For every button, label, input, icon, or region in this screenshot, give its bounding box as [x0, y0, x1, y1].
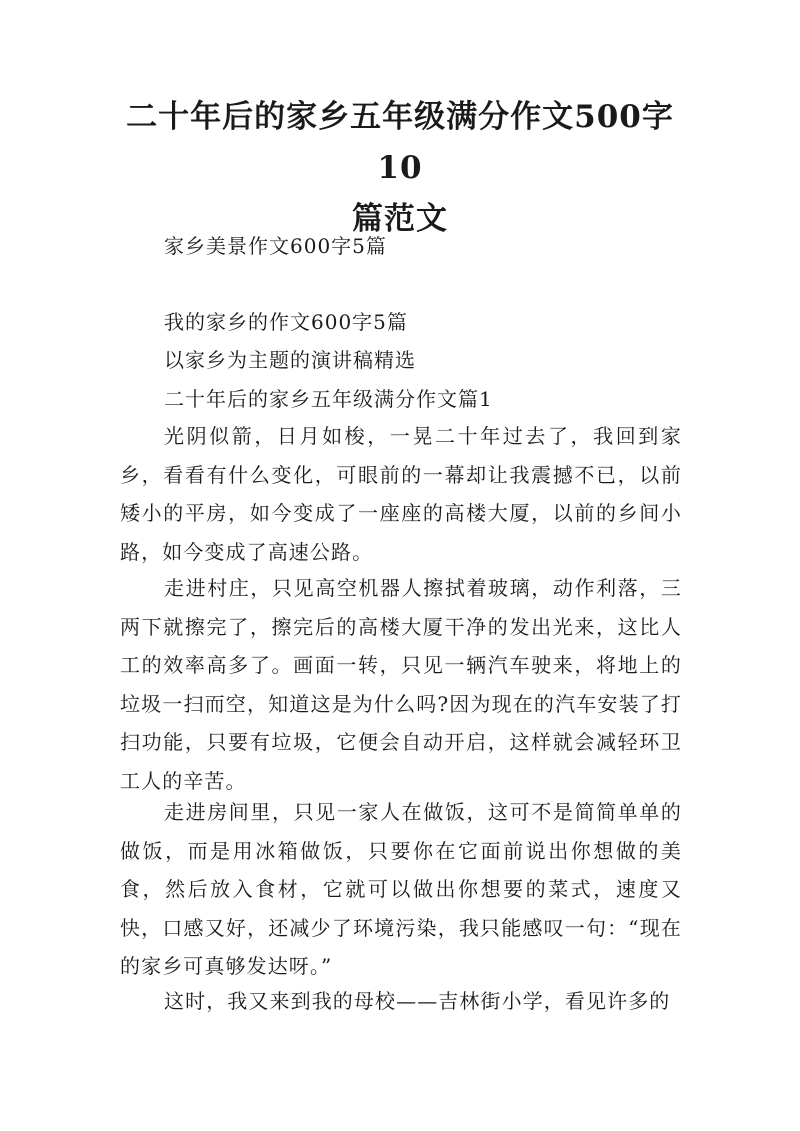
related-link-hometown-scenery[interactable]: 家乡美景作文600字5篇	[164, 234, 387, 258]
related-link-speech[interactable]: 以家乡为主题的演讲稿精选	[164, 348, 416, 372]
document-title	[110, 92, 690, 245]
paragraph-2: 走进村庄，只见高空机器人擦拭着玻璃，动作利落，三两下就擦完了，擦完后的高楼大厦干净的发出光来，这比人工的效率高多了。画面一转，只见一辆汽车驶来，将地上的垃圾一扫而空，知道这是为什么吗?因为现在的汽车安装了打扫功能，只要有垃圾，它便会自动开启，这样就会减轻环卫工人的辛苦。	[120, 576, 682, 793]
title-line-2: 篇范文	[352, 201, 448, 237]
title-line-1: 二十年后的家乡五年级满分作文500字10	[126, 99, 674, 186]
paragraph-4: 这时，我又来到我的母校——吉林街小学，看见许多的	[164, 989, 671, 1013]
related-link-my-hometown[interactable]: 我的家乡的作文600字5篇	[164, 310, 408, 334]
paragraph-1: 光阴似箭，日月如梭，一晃二十年过去了，我回到家乡，看看有什么变化，可眼前的一幕却让我震撼不已，以前矮小的平房，如今变成了一座座的高楼大厦，以前的乡间小路，如今变成了高速公路。	[120, 424, 682, 564]
paragraph-3: 走进房间里，只见一家人在做饭，这可不是简简单单的做饭，而是用冰箱做饭，只要你在它面前说出你想做的美食，然后放入食材，它就可以做出你想要的菜式，速度又快，口感又好，还减少了环境污染，我只能感叹一句：“现在的家乡可真够发达呀。”	[120, 800, 682, 979]
section-heading: 二十年后的家乡五年级满分作文篇1	[164, 387, 493, 411]
